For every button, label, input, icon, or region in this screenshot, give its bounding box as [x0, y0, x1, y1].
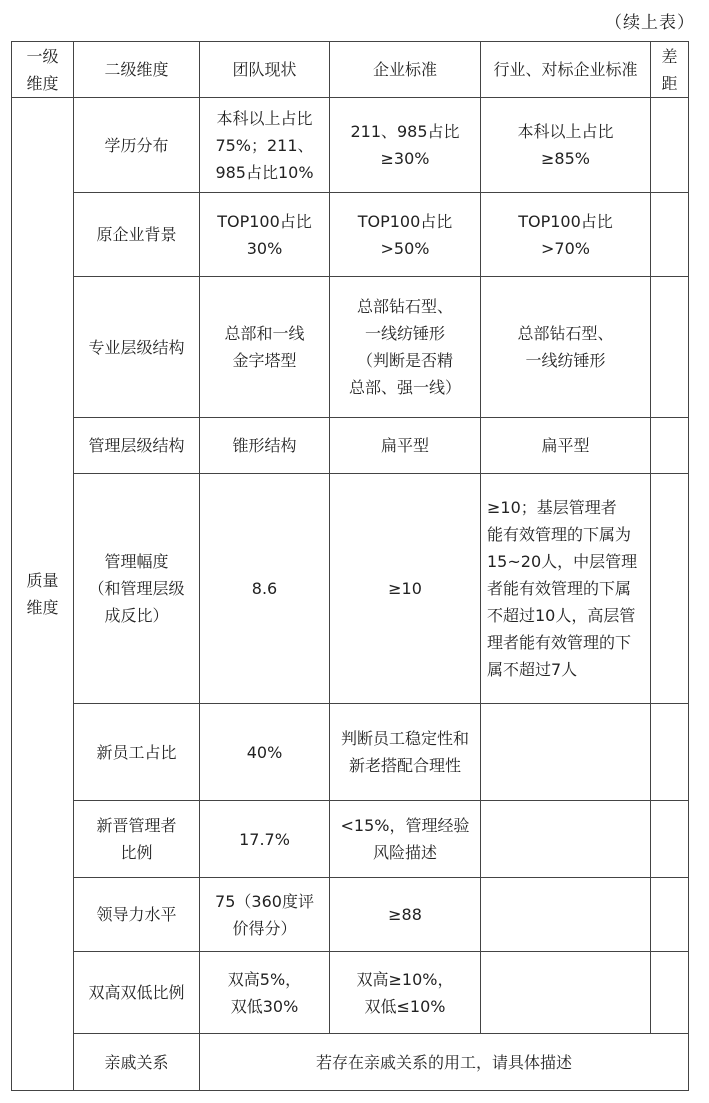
row-industry-standard: 总部钻石型、 一线纺锤形 [481, 277, 651, 418]
row-team-status: 8.6 [200, 474, 330, 704]
header-industry-standard: 行业、对标企业标准 [481, 42, 651, 98]
table-row [12, 1034, 689, 1091]
row-gap [651, 801, 689, 878]
row-dimension: 原企业背景 [74, 193, 200, 277]
row-gap [651, 474, 689, 704]
row-industry-standard: 扁平型 [481, 418, 651, 474]
row-dimension: 新员工占比 [74, 704, 200, 801]
table-row [12, 801, 689, 878]
row-dimension: 管理幅度 （和管理层级 成反比） [74, 474, 200, 704]
row-company-standard: 扁平型 [330, 418, 481, 474]
row-dimension: 新晋管理者 比例 [74, 801, 200, 878]
row-dimension: 学历分布 [74, 98, 200, 193]
table-row [12, 952, 689, 1034]
row-dimension: 管理层级结构 [74, 418, 200, 474]
table-row [12, 878, 689, 952]
row-dimension: 领导力水平 [74, 878, 200, 952]
row-gap [651, 952, 689, 1034]
row-gap [651, 878, 689, 952]
row-gap [651, 193, 689, 277]
row-industry-standard [481, 704, 651, 801]
table-row [12, 418, 689, 474]
row-team-status: 17.7% [200, 801, 330, 878]
row-dimension: 双高双低比例 [74, 952, 200, 1034]
row-gap [651, 277, 689, 418]
row-company-standard: 双高≥10%， 双低≤10% [330, 952, 481, 1034]
row-team-status: 75（360度评 价得分） [200, 878, 330, 952]
row-merged-description: 若存在亲戚关系的用工，请具体描述 [200, 1034, 689, 1091]
header-gap: 差 距 [651, 42, 689, 98]
row-company-standard: <15%，管理经验 风险描述 [330, 801, 481, 878]
row-industry-standard [481, 801, 651, 878]
header-company-standard: 企业标准 [330, 42, 481, 98]
row-team-status: 锥形结构 [200, 418, 330, 474]
row-dimension: 专业层级结构 [74, 277, 200, 418]
table-row [12, 193, 689, 277]
row-company-standard: ≥88 [330, 878, 481, 952]
row-company-standard: 211、985占比 ≥30% [330, 98, 481, 193]
header-level1-dimension: 一级 维度 [12, 42, 74, 98]
row-company-standard: 判断员工稳定性和 新老搭配合理性 [330, 704, 481, 801]
row-industry-standard: TOP100占比 >70% [481, 193, 651, 277]
row-team-status: TOP100占比 30% [200, 193, 330, 277]
table-row [12, 704, 689, 801]
row-industry-standard: ≥10；基层管理者 能有效管理的下属为 15~20人，中层管理 者能有效管理的下属 不超过10人，高层管 理者能有效管理的下 属不超过7人 [481, 474, 651, 704]
header-team-status: 团队现状 [200, 42, 330, 98]
row-team-status: 本科以上占比 75%；211、 985占比10% [200, 98, 330, 193]
header-level2-dimension: 二级维度 [74, 42, 200, 98]
row-gap [651, 704, 689, 801]
row-company-standard: ≥10 [330, 474, 481, 704]
quality-dimension-table [11, 41, 689, 1091]
table-row [12, 474, 689, 704]
table-row [12, 277, 689, 418]
row-company-standard: TOP100占比 >50% [330, 193, 481, 277]
row-industry-standard: 本科以上占比 ≥85% [481, 98, 651, 193]
row-team-status: 40% [200, 704, 330, 801]
table-caption: （续上表） [605, 13, 695, 33]
row-gap [651, 418, 689, 474]
row-company-standard: 总部钻石型、 一线纺锤形 （判断是否精 总部、强一线） [330, 277, 481, 418]
row-industry-standard [481, 952, 651, 1034]
row-team-status: 双高5%， 双低30% [200, 952, 330, 1034]
row-team-status: 总部和一线 金字塔型 [200, 277, 330, 418]
row-dimension: 亲戚关系 [74, 1034, 200, 1091]
table-row [12, 98, 689, 193]
header-row [12, 42, 689, 98]
group-label-quality: 质量 维度 [12, 98, 74, 1091]
row-industry-standard [481, 878, 651, 952]
row-gap [651, 98, 689, 193]
